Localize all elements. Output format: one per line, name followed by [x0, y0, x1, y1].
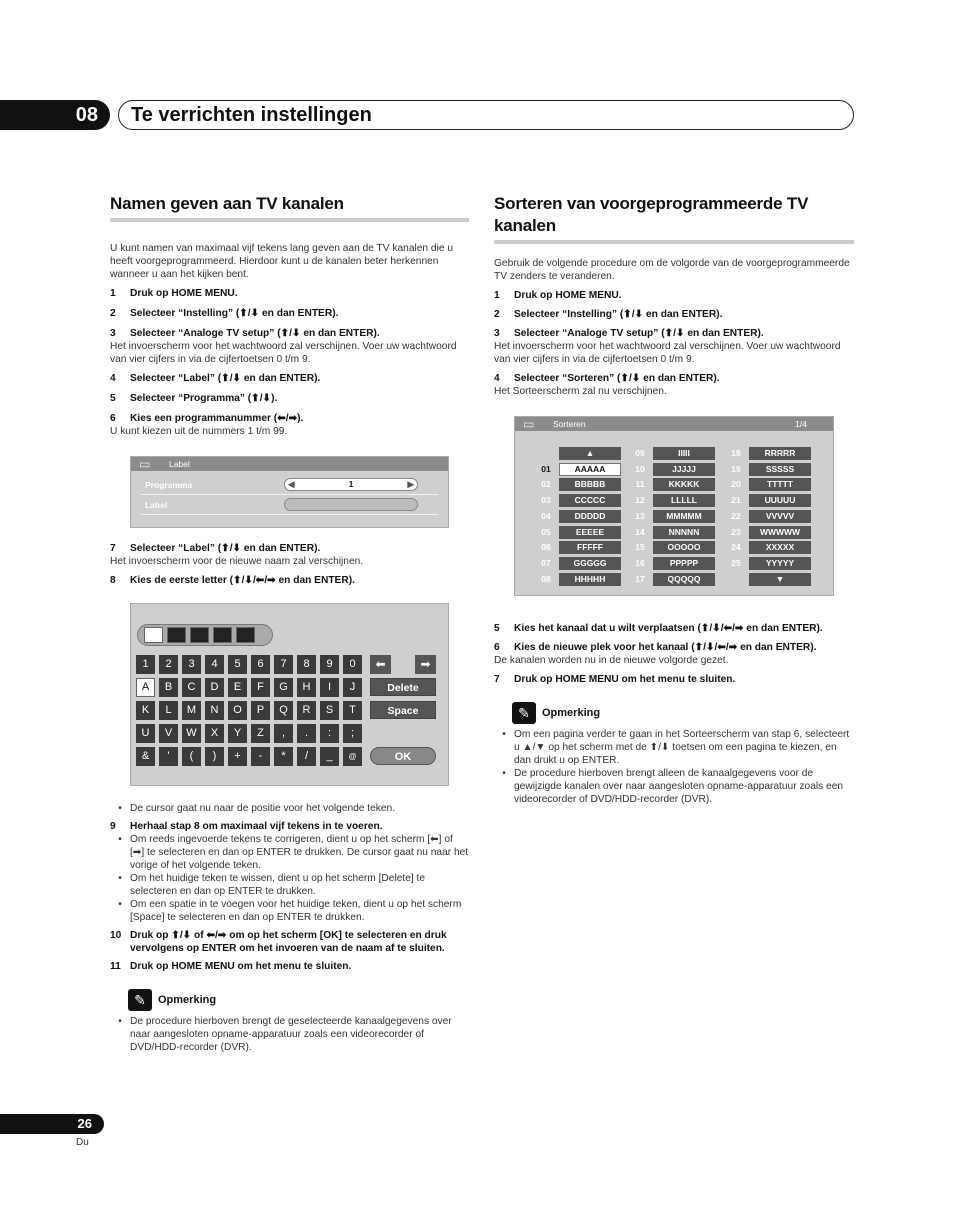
- keyboard-key[interactable]: 4: [205, 655, 224, 674]
- keyboard-key[interactable]: .: [297, 724, 316, 743]
- step: 2 Selecteer “Instelling” (⬆/⬇ en dan ENTER).: [494, 309, 723, 320]
- keyboard-key[interactable]: E: [228, 678, 247, 697]
- keyboard-key[interactable]: ;: [343, 724, 362, 743]
- channel-number: 03: [541, 495, 551, 506]
- channel-name[interactable]: NNNNN: [653, 526, 715, 539]
- arrow-right-icon[interactable]: ▶: [407, 479, 414, 489]
- cursor-right-button[interactable]: ➡: [415, 655, 436, 674]
- keyboard-key[interactable]: B: [159, 678, 178, 697]
- channel-name[interactable]: DDDDD: [559, 510, 621, 523]
- channel-number: 25: [731, 557, 741, 568]
- char-slot: [144, 627, 163, 643]
- channel-name[interactable]: AAAAA: [559, 463, 621, 476]
- channel-number: 12: [635, 495, 645, 506]
- keyboard-key[interactable]: +: [228, 747, 247, 766]
- step: 4 Selecteer “Label” (⬆/⬇ en dan ENTER).: [110, 373, 321, 384]
- channel-name[interactable]: OOOOO: [653, 541, 715, 554]
- channel-name[interactable]: LLLLL: [653, 494, 715, 507]
- step: 3 Selecteer “Analoge TV setup” (⬆/⬇ en dan ENTER).: [110, 328, 380, 339]
- channel-number: 02: [541, 479, 551, 490]
- channel-number: 06: [541, 542, 551, 553]
- keyboard-key[interactable]: /: [297, 747, 316, 766]
- channel-number: [727, 573, 745, 586]
- channel-number: 09: [635, 448, 645, 458]
- tv-icon: ▭: [139, 457, 151, 471]
- keyboard-key[interactable]: 3: [182, 655, 201, 674]
- channel-number: [537, 447, 555, 460]
- screen-header: ▭ Label: [131, 457, 448, 471]
- channel-number: 11: [635, 479, 645, 490]
- channel-number: 15: [635, 542, 645, 553]
- keyboard-key[interactable]: H: [297, 678, 316, 697]
- step: 9 Herhaal stap 8 om maximaal vijf tekens in te voeren.: [110, 821, 383, 832]
- bullet: • Om een spatie in te voegen voor het huidige teken, dient u op het scherm [Space] te selecteren en dan op ENTER te drukken.: [118, 899, 462, 923]
- space-button[interactable]: Space: [370, 701, 436, 719]
- channel-number: 22: [731, 510, 741, 521]
- channel-number: 16: [635, 557, 645, 568]
- channel-number: 04: [541, 510, 551, 521]
- step-description: U kunt kiezen uit de nummers 1 t/m 99.: [110, 426, 288, 437]
- keyboard-key[interactable]: N: [205, 701, 224, 720]
- keyboard-key[interactable]: J: [343, 678, 362, 697]
- channel-number: 19: [731, 463, 741, 474]
- keyboard-key[interactable]: 5: [228, 655, 247, 674]
- channel-name[interactable]: PPPPP: [653, 557, 715, 570]
- keyboard-key[interactable]: ): [205, 747, 224, 766]
- delete-button[interactable]: Delete: [370, 678, 436, 696]
- keyboard-key[interactable]: 7: [274, 655, 293, 674]
- keyboard-key[interactable]: F: [251, 678, 270, 697]
- step-description: Het invoerscherm voor de nieuwe naam zal verschijnen.: [110, 556, 364, 567]
- channel-number: 17: [635, 573, 645, 584]
- pencil-icon: ✎: [128, 989, 152, 1011]
- keyboard-row: [136, 724, 362, 743]
- step: 3 Selecteer “Analoge TV setup” (⬆/⬇ en dan ENTER).: [494, 328, 764, 339]
- note-header: ✎ Opmerking: [494, 702, 854, 724]
- channel-name[interactable]: EEEEE: [559, 526, 621, 539]
- channel-number: 07: [541, 557, 551, 568]
- keyboard-key[interactable]: X: [205, 724, 224, 743]
- step: 5 Kies het kanaal dat u wilt verplaatsen (⬆/⬇/⬅/➡ en dan ENTER).: [494, 623, 823, 634]
- keyboard-key[interactable]: G: [274, 678, 293, 697]
- right-column: [494, 193, 854, 806]
- channel-number: 14: [635, 526, 645, 537]
- keyboard-key[interactable]: Q: [274, 701, 293, 720]
- channel-name[interactable]: YYYYY: [749, 557, 811, 570]
- keyboard-row: [136, 701, 362, 720]
- keyboard-row: [136, 655, 362, 674]
- channel-name[interactable]: JJJJJ: [653, 463, 715, 476]
- keyboard-key[interactable]: @: [343, 747, 362, 766]
- programma-selector[interactable]: ◀ 1 ▶: [284, 478, 418, 491]
- keyboard-key[interactable]: K: [136, 701, 155, 720]
- keyboard-row: [136, 678, 362, 697]
- keyboard-key[interactable]: 2: [159, 655, 178, 674]
- page-arrow-button[interactable]: ▼: [749, 573, 811, 586]
- channel-name[interactable]: VVVVV: [749, 510, 811, 523]
- keyboard-key[interactable]: A: [136, 678, 155, 697]
- step-description: Het Sorteerscherm zal nu verschijnen.: [494, 386, 667, 397]
- step: 7 Selecteer “Label” (⬆/⬇ en dan ENTER).: [110, 543, 321, 554]
- char-slot: [236, 627, 255, 643]
- keyboard-key[interactable]: (: [182, 747, 201, 766]
- step: 5 Selecteer “Programma” (⬆/⬇).: [110, 393, 278, 404]
- char-slot: [213, 627, 232, 643]
- channel-name[interactable]: UUUUU: [749, 494, 811, 507]
- chapter-number: 08: [0, 100, 110, 130]
- keyboard-key[interactable]: M: [182, 701, 201, 720]
- bullet: • Om reeds ingevoerde tekens te corrigeren, dient u op het scherm [⬅] of [➡] te selecteren en dan op ENTER te drukken. De cursor gaat nu naar het vorige of het volgende teken.: [118, 834, 469, 871]
- step: 7 Druk op HOME MENU om het menu te sluiten.: [494, 674, 736, 685]
- step-description: Het invoerscherm voor het wachtwoord zal verschijnen. Voer uw wachtwoord van vier cijfers in via de cijfertoetsen 0 t/m 9.: [494, 341, 841, 365]
- step: 10 Druk op ⬆/⬇ of ⬅/➡ om op het scherm [OK] te selecteren en druk vervolgens op ENTER om het invoeren van de naam af te sluiten.: [110, 930, 447, 954]
- note-bullet: • De procedure hierboven brengt alleen de kanaalgegevens voor de gewijzigde kanalen over naar aangesloten opname-apparatuur zoals een videorecorder of DVD/HDD-recorder (DVR).: [502, 768, 844, 805]
- bullet: • De cursor gaat nu naar de positie voor het volgende teken.: [118, 803, 396, 814]
- keyboard-key[interactable]: *: [274, 747, 293, 766]
- channel-number: 18: [731, 448, 741, 458]
- channel-name[interactable]: RRRRR: [749, 447, 811, 460]
- page-arrow-button[interactable]: ▲: [559, 447, 621, 460]
- keyboard-key[interactable]: 1: [136, 655, 155, 674]
- keyboard-key[interactable]: :: [320, 724, 339, 743]
- channel-number: 21: [731, 495, 741, 506]
- intro-text: U kunt namen van maximaal vijf tekens lang geven aan de TV kanalen die u heeft voorgeprogrammeerd. Hierdoor kunt u de kanalen beter herkennen wanneer u aan het kijken bent.: [110, 243, 453, 280]
- page-number: 26: [0, 1114, 104, 1134]
- keyboard-key[interactable]: C: [182, 678, 201, 697]
- label-field[interactable]: [284, 498, 418, 511]
- step: 6 Kies de nieuwe plek voor het kanaal (⬆/⬇/⬅/➡ en dan ENTER).: [494, 642, 817, 653]
- section-heading-names: Namen geven aan TV kanalen: [110, 193, 469, 222]
- channel-name[interactable]: SSSSS: [749, 463, 811, 476]
- channel-number: 05: [541, 526, 551, 537]
- screen-header: ▭ Sorteren 1/4: [515, 417, 833, 431]
- keyboard-key[interactable]: S: [320, 701, 339, 720]
- keyboard-key[interactable]: ,: [274, 724, 293, 743]
- chapter-title: Te verrichten instellingen: [118, 100, 854, 130]
- sort-screen: [514, 416, 834, 596]
- channel-number: 08: [541, 573, 551, 584]
- ok-button[interactable]: OK: [370, 747, 436, 765]
- pencil-icon: ✎: [512, 702, 536, 724]
- keyboard-key[interactable]: V: [159, 724, 178, 743]
- section-heading-sorting: Sorteren van voorgeprogrammeerde TV kanalen: [494, 193, 854, 244]
- step: 1 Druk op HOME MENU.: [494, 290, 622, 301]
- step: 4 Selecteer “Sorteren” (⬆/⬇ en dan ENTER).: [494, 373, 720, 384]
- cursor-left-button[interactable]: ⬅: [370, 655, 391, 674]
- language-code: Du: [76, 1137, 89, 1148]
- step: 6 Kies een programmanummer (⬅/➡).: [110, 413, 304, 424]
- channel-name[interactable]: TTTTT: [749, 478, 811, 491]
- channel-name[interactable]: CCCCC: [559, 494, 621, 507]
- keyboard-key[interactable]: L: [159, 701, 178, 720]
- bullet: • Om het huidige teken te wissen, dient u op het scherm [Delete] te selecteren en dan op ENTER te drukken.: [118, 873, 426, 897]
- channel-name[interactable]: FFFFF: [559, 541, 621, 554]
- programma-row[interactable]: Programma ◀ 1 ▶: [141, 475, 438, 495]
- keyboard-screen: [130, 603, 449, 786]
- label-screen: [130, 456, 449, 528]
- keyboard-key[interactable]: ': [159, 747, 178, 766]
- channel-number: 13: [635, 510, 645, 521]
- channel-name[interactable]: XXXXX: [749, 541, 811, 554]
- page-indicator: 1/4: [795, 419, 807, 429]
- keyboard-key[interactable]: T: [343, 701, 362, 720]
- keyboard-key[interactable]: I: [320, 678, 339, 697]
- keyboard-key[interactable]: -: [251, 747, 270, 766]
- note-header: ✎ Opmerking: [110, 989, 469, 1011]
- keyboard-key[interactable]: 8: [297, 655, 316, 674]
- step-description: De kanalen worden nu in de nieuwe volgorde gezet.: [494, 655, 729, 666]
- keyboard-key[interactable]: 6: [251, 655, 270, 674]
- intro-text: Gebruik de volgende procedure om de volgorde van de voorgeprogrammeerde TV zenders te veranderen.: [494, 258, 850, 282]
- note-bullet: • Om een pagina verder te gaan in het Sorteerscherm van stap 6, selecteert u ▲/▼ op het scherm met de ⬆/⬇ toetsen om een pagina te kiezen, en dan drukt u op ENTER.: [502, 729, 850, 766]
- channel-name[interactable]: MMMMM: [653, 510, 715, 523]
- step: 8 Kies de eerste letter (⬆/⬇/⬅/➡ en dan ENTER).: [110, 575, 355, 586]
- keyboard-key[interactable]: Y: [228, 724, 247, 743]
- channel-name[interactable]: QQQQQ: [653, 573, 715, 586]
- step: 2 Selecteer “Instelling” (⬆/⬇ en dan ENTER).: [110, 308, 339, 319]
- channel-name[interactable]: WWWWW: [749, 526, 811, 539]
- char-slot: [167, 627, 186, 643]
- channel-number: 01: [541, 463, 551, 474]
- keyboard-key[interactable]: R: [297, 701, 316, 720]
- channel-name[interactable]: HHHHH: [559, 573, 621, 586]
- keyboard-key[interactable]: U: [136, 724, 155, 743]
- keyboard-key[interactable]: Z: [251, 724, 270, 743]
- keyboard-key[interactable]: O: [228, 701, 247, 720]
- tv-icon: ▭: [523, 417, 535, 431]
- arrow-left-icon[interactable]: ◀: [288, 479, 295, 489]
- left-column: [110, 193, 469, 1054]
- step-description: Het invoerscherm voor het wachtwoord zal verschijnen. Voer uw wachtwoord van vier cijfers in via de cijfertoetsen 0 t/m 9.: [110, 341, 457, 365]
- keyboard-row: [136, 747, 362, 766]
- keyboard-key[interactable]: &: [136, 747, 155, 766]
- channel-number: 24: [731, 542, 741, 553]
- step: 1 Druk op HOME MENU.: [110, 288, 238, 299]
- step: 11 Druk op HOME MENU om het menu te sluiten.: [110, 961, 352, 972]
- note-bullet: • De procedure hierboven brengt de geselecteerde kanaalgegevens over naar aangesloten opname-apparatuur zoals een videorecorder of DVD/HDD-recorder (DVR).: [118, 1016, 452, 1053]
- channel-name[interactable]: GGGGG: [559, 557, 621, 570]
- keyboard-key[interactable]: 0: [343, 655, 362, 674]
- label-row[interactable]: Label: [141, 495, 438, 515]
- channel-number: 23: [731, 526, 741, 537]
- keyboard-key[interactable]: P: [251, 701, 270, 720]
- keyboard-key[interactable]: D: [205, 678, 224, 697]
- char-slot: [190, 627, 209, 643]
- channel-number: 10: [635, 463, 645, 474]
- keyboard-key[interactable]: 9: [320, 655, 339, 674]
- channel-name[interactable]: KKKKK: [653, 478, 715, 491]
- keyboard-key[interactable]: W: [182, 724, 201, 743]
- name-entry-field: [137, 624, 273, 646]
- channel-name[interactable]: IIIII: [653, 447, 715, 460]
- channel-number: 20: [731, 479, 741, 490]
- keyboard-key[interactable]: _: [320, 747, 339, 766]
- channel-name[interactable]: BBBBB: [559, 478, 621, 491]
